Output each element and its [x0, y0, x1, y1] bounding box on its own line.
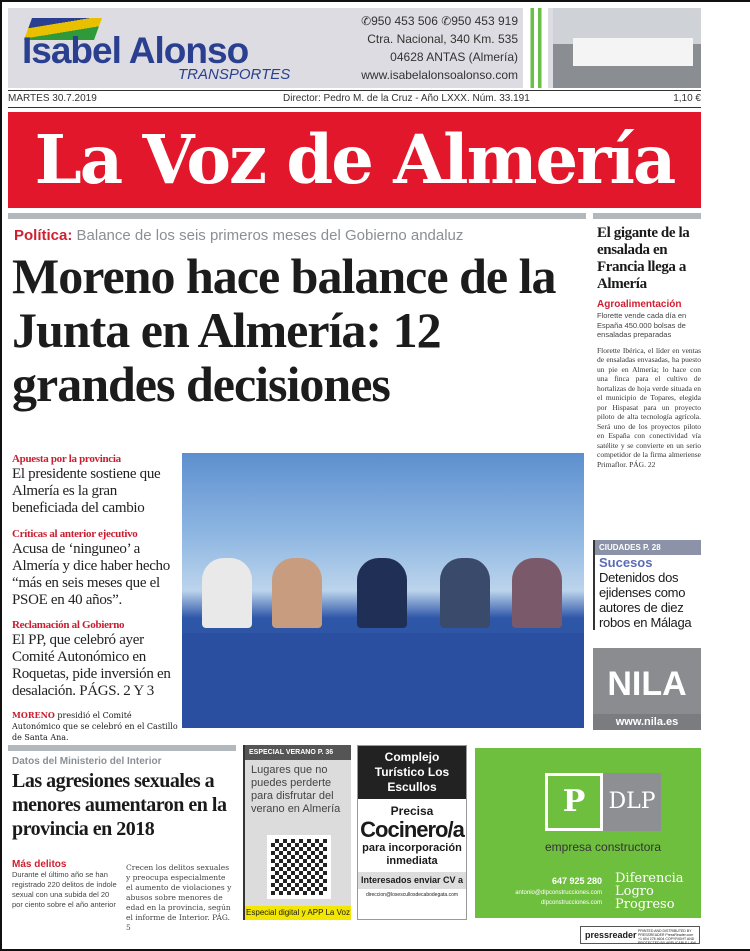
- price: 1,10 €: [673, 93, 701, 104]
- sucesos-tag: CIUDADES P. 28: [595, 540, 701, 555]
- kicker-text: Balance de los seis primeros meses del Gobierno andaluz: [76, 227, 464, 244]
- person: [202, 558, 252, 628]
- person: [272, 558, 322, 628]
- bottom-col-2: Crecen los delitos sexuales y preocupa especialmente el aumento de violaciones y abusos sobre menores de edad en la provincia, según el informe de Interior. PÁG. 5: [126, 863, 232, 932]
- right-lead: Florette vende cada día en España 450.000 bolsas de ensaladas preparadas: [597, 311, 687, 339]
- qr-code-icon[interactable]: [267, 835, 331, 899]
- pressreader-logo: pressreader: [585, 930, 637, 940]
- dlp-email: antonio@dlpconstrucciones.com: [515, 890, 602, 896]
- table: [182, 633, 584, 728]
- main-photo[interactable]: [182, 453, 584, 728]
- job-ad-precisa: Precisa: [390, 804, 434, 818]
- director-info: Director: Pedro M. de la Cruz - Año LXXX. Núm. 33.191: [283, 93, 530, 104]
- job-ad-position: Cocinero/a: [360, 817, 464, 842]
- col-kicker: Más delitos: [12, 859, 67, 870]
- right-headline[interactable]: El gigante de la ensalada en Francia llega a Almería: [597, 225, 690, 292]
- motto-line: Logro: [615, 884, 654, 899]
- point-kicker: Reclamación al Gobierno: [12, 619, 125, 631]
- section-bar: [593, 213, 701, 219]
- person: [512, 558, 562, 628]
- especial-footer: Especial digital y APP La Voz: [245, 906, 351, 920]
- right-kicker: Agroalimentación: [597, 299, 682, 310]
- dlp-emblem-icon: P: [545, 773, 603, 831]
- dlp-motto: [615, 872, 684, 911]
- point-kicker: Apuesta por la provincia: [12, 453, 121, 465]
- photo-caption: [12, 710, 182, 743]
- green-stripes: [523, 8, 548, 88]
- right-body: Florette Ibérica, el líder en ventas de ensaladas envasadas, ha puesto un pie en Almería; lo hace con una finca para el cultivo de hortalizas de hoja verde situada en el municipio de Topares, elegida por Hispasat para un proyecto piloto de alta tecnología agrícola. Será uno de los proyectos piloto en España con conectividad vía satélite y se convierte en un serio competidor de la firma almeriense Primaflor. PÁG. 22: [597, 345, 701, 469]
- dlp-logo: DLP: [603, 773, 661, 831]
- main-kicker: [14, 227, 463, 244]
- especial-tag: ESPECIAL VERANO P. 36: [245, 745, 351, 760]
- bottom-story[interactable]: [8, 745, 236, 932]
- main-story[interactable]: [8, 213, 586, 412]
- point-text: Acusa de ‘ninguneo’ a Almería y dice haber hecho “más en seis meses que el PSOE en 40 años”.: [12, 541, 170, 608]
- ad-phones: ✆950 453 506 ✆950 453 919: [361, 14, 518, 28]
- nila-advertisement[interactable]: [593, 648, 701, 730]
- col-text: Durante el último año se han registrado 220 delitos de índole sexual con una subida del 20 por ciento sobre el año anterior: [12, 870, 117, 909]
- section-bar: [8, 213, 586, 219]
- dlp-advertisement[interactable]: [475, 748, 701, 918]
- job-advertisement[interactable]: [357, 745, 467, 920]
- job-ad-email: direccion@losescullosdecabodegata.com: [365, 892, 459, 898]
- bottom-kicker: Datos del Ministerio del Interior: [12, 756, 162, 767]
- caption-text: presidió el Comité Autonómico que se celebró en el Castillo de Santa Ana.: [12, 711, 178, 742]
- point-1: [12, 452, 180, 517]
- main-headline[interactable]: Moreno hace balance de la Junta en Almería: 12 grandes decisiones: [12, 248, 556, 412]
- ad-contact: [338, 12, 518, 84]
- dlp-web: dlpconstrucciones.com: [540, 900, 602, 906]
- point-kicker: Críticas al anterior ejecutivo: [12, 528, 138, 540]
- top-advertisement[interactable]: [8, 8, 701, 88]
- ad-city: 04628 ANTAS (Almería): [390, 50, 518, 64]
- kicker-section: Política:: [14, 227, 73, 244]
- person: [357, 558, 407, 628]
- ad-subtitle: TRANSPORTES: [178, 66, 291, 83]
- person: [440, 558, 490, 628]
- point-text: El presidente sostiene que Almería es la gran beneficiada del cambio: [12, 466, 161, 516]
- especial-text: Lugares que no puedes perderte para disfrutar del verano en Almería: [251, 764, 341, 815]
- dateline: [8, 90, 701, 108]
- sucesos-story[interactable]: [593, 540, 701, 630]
- motto-line: Progreso: [615, 897, 675, 912]
- point-text: El PP, que celebró ayer Comité Autonómico en Roquetas, pide inversión en desalación. PÁGS. 2 Y 3: [12, 632, 171, 699]
- truck-trailer: [573, 38, 693, 66]
- right-story[interactable]: [593, 213, 701, 469]
- ad-brand: Isabel Alonso: [22, 30, 249, 71]
- nila-logo: NILA: [607, 665, 687, 703]
- job-ad-title: Complejo Turístico Los Escullos: [358, 746, 466, 799]
- motto-line: Diferencia: [615, 871, 684, 886]
- sucesos-text: Detenidos dos ejidenses como autores de diez robos en Málaga: [599, 570, 692, 630]
- ad-address: Ctra. Nacional, 340 Km. 535: [367, 32, 518, 46]
- dlp-phone: 647 925 280: [551, 876, 602, 886]
- pressreader-badge: [580, 926, 700, 944]
- sucesos-kicker: Sucesos: [599, 555, 653, 570]
- dlp-contact: [480, 876, 602, 908]
- especial-verano-box[interactable]: [243, 745, 351, 920]
- caption-name: MORENO: [12, 710, 55, 720]
- job-ad-cv: Interesados enviar CV a: [358, 872, 466, 889]
- pressreader-note: PRINTED AND DISTRIBUTED BY PRESSREADER PressReader.com +1 604 278 4604 COPYRIGHT AND PROTECTED BY APPLICABLE LAW: [638, 929, 696, 945]
- masthead: La Voz de Almería: [8, 112, 701, 208]
- point-2: [12, 527, 180, 609]
- bottom-col-1: [12, 860, 120, 910]
- point-3: [12, 618, 180, 700]
- section-bar: [8, 745, 236, 751]
- nila-url: www.nila.es: [593, 714, 701, 730]
- ad-web: www.isabelalonsoalonso.com: [361, 68, 518, 82]
- dlp-tagline: empresa constructora: [545, 840, 662, 854]
- date: MARTES 30.7.2019: [8, 93, 97, 104]
- bottom-headline[interactable]: Las agresiones sexuales a menores aumentaron en la provincia en 2018: [12, 770, 227, 840]
- job-ad-para: para incorporación inmediata: [362, 842, 462, 867]
